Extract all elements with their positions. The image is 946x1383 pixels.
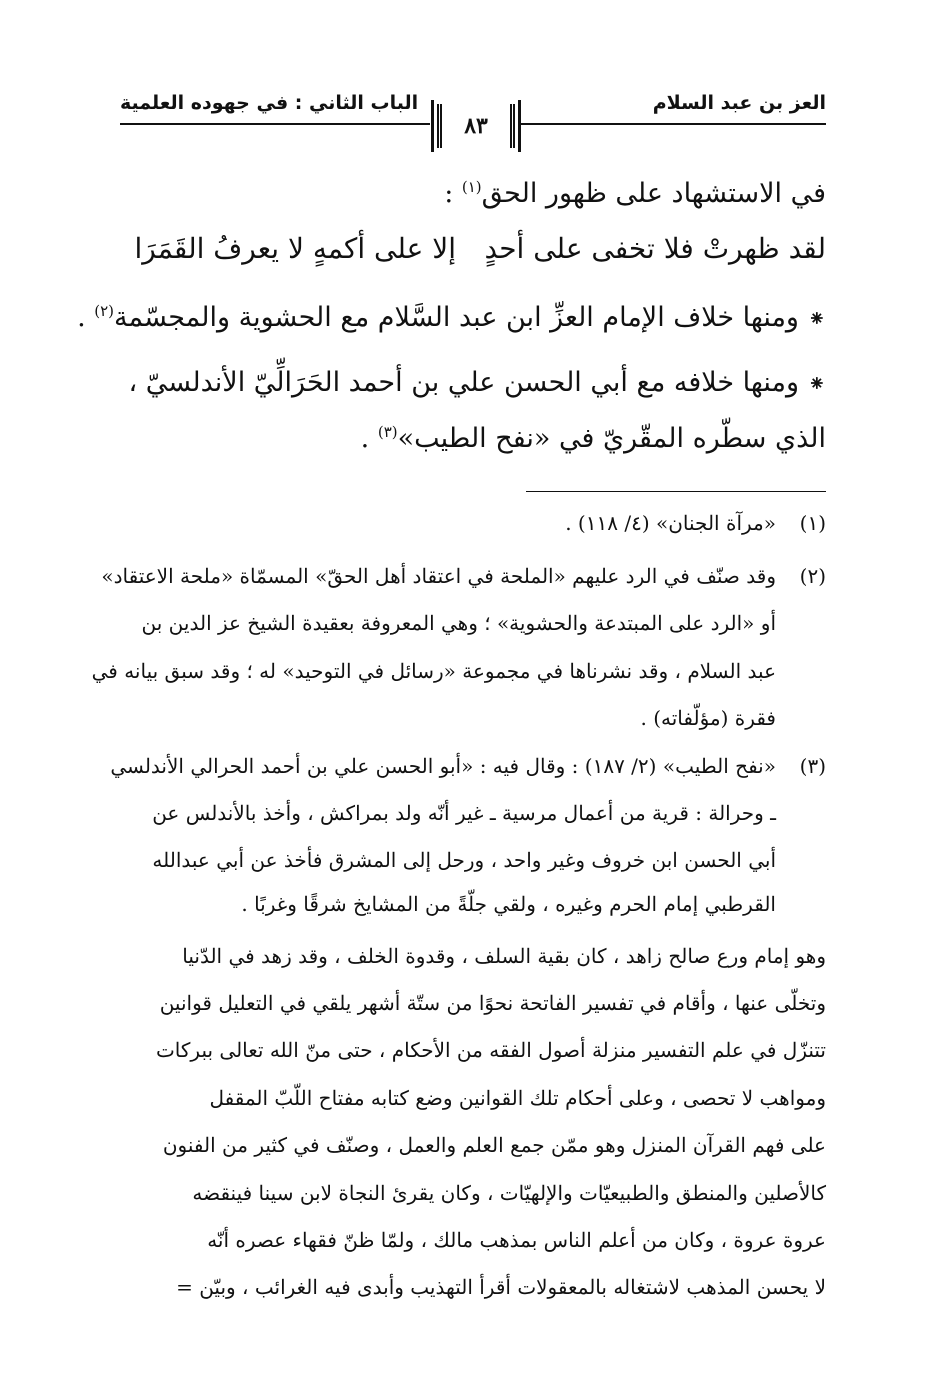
footnote-3-line: أبي الحسن ابن خروف وغير واحد ، ورحل إلى المشرق فأخذ عن أبي عبدالله <box>152 848 776 872</box>
footnote-ref-1: (١) <box>461 178 482 196</box>
bullet1-end: . <box>77 302 95 333</box>
intro-colon: : <box>444 178 462 209</box>
header-rule-right <box>521 123 826 125</box>
footnote-1-text: «مرآة الجنان» (٤/ ١١٨) . <box>565 511 776 535</box>
footnote-continuation-line: ومواهب لا تحصى ، وعلى أحكام تلك القوانين وضع كتابه مفتاح اللّبّ المقفل <box>209 1086 826 1110</box>
intro-line <box>444 178 826 209</box>
footnote-2-number: (٢) <box>799 564 826 588</box>
page-number: ٨٣ <box>464 113 488 139</box>
footnote-3-number: (٣) <box>799 754 826 778</box>
footnote-3-line: «نفح الطيب» (٢/ ١٨٧) : وقال فيه : «أبو الحسن علي بن أحمد الحرالي الأندلسي <box>110 754 776 778</box>
footnote-continuation-line: كالأصلين والمنطق والطبيعيّات والإلهيّات ، وكان يقرئ النجاة لابن سينا فينقضه <box>192 1181 826 1205</box>
bullet2-end: . <box>360 423 378 454</box>
footnote-2-line: وقد صنّف في الرد عليهم «الملحة في اعتقاد أهل الحقّ» المسمّاة «ملحة الاعتقاد» <box>101 564 776 588</box>
verse-second-hemistich: إلا على أكمهٍ لا يعرفُ القَمَرَا <box>134 232 456 265</box>
bullet1-text: ومنها خلاف الإمام العزِّ ابن عبد السَّلام مع الحشوية والمجسّمة <box>114 302 808 333</box>
footnote-ref-3: (٣) <box>377 423 398 441</box>
footnote-2-line: أو «الرد على المبتدعة والحشوية» ؛ وهي المعروفة بعقيدة الشيخ عز الدين بن <box>141 611 776 635</box>
footnote-2-line: عبد السلام ، وقد نشرناها في مجموعة «رسائل في التوحيد» له ؛ وقد سبق بيانه في <box>91 659 776 683</box>
asterism-icon: ⁕ <box>807 372 826 397</box>
verse-first-hemistich: لقد ظهرتْ فلا تخفى على أحدٍ <box>484 232 826 265</box>
intro-text: في الاستشهاد على ظهور الحق <box>481 178 826 209</box>
bullet-paragraph-2-line-1 <box>129 367 827 398</box>
footnote-ref-2: (٢) <box>94 302 115 320</box>
footnote-continuation-line: لا يحسن المذهب لاشتغاله بالمعقولات أقرأ التهذيب وأبدى فيه الغرائب ، وبيّن = <box>176 1275 826 1299</box>
footnote-3-line: القرطبي إمام الحرم وغيره ، ولقي جلّةً من المشايخ شرقًا وغربًا . <box>241 892 776 916</box>
running-head-author: العز بن عبد السلام <box>652 92 826 114</box>
footnote-continuation-line: تتنزّل في علم التفسير منزلة أصول الفقه من الأحكام ، حتى منّ الله تعالى ببركات <box>155 1038 826 1062</box>
footnote-continuation-line: وهو إمام ورع صالح زاهد ، كان بقية السلف ، وقدوة الخلف ، وقد زهد في الدّنيا <box>182 944 826 968</box>
footnote-3-line: ـ وحرالة : قرية من أعمال مرسية ـ غير أنّه ولد بمراكش ، وأخذ بالأندلس عن <box>152 801 776 825</box>
bullet-paragraph-1 <box>77 302 826 333</box>
bullet-paragraph-2-line-2 <box>361 423 826 454</box>
footnote-continuation-line: على فهم القرآن المنزل وهو ممّن جمع العلم والعمل ، وصنّف في كثير من الفنون <box>162 1133 826 1157</box>
bullet2-text-2: الذي سطّره المقّريّ في «نفح الطيب» <box>397 423 826 454</box>
bullet2-text-1: ومنها خلافه مع أبي الحسن علي بن أحمد الحَرَالِّيّ الأندلسيّ ، <box>128 367 808 398</box>
footnote-continuation-line: وتخلّى عنها ، وأقام في تفسير الفاتحة نحوًا من ستّة أشهر يلقي في التعليل قوانين <box>159 991 826 1015</box>
footnote-2-line: فقرة (مؤلّفاته) . <box>640 706 776 730</box>
asterism-icon: ⁕ <box>807 307 826 332</box>
page-number-box <box>437 104 515 148</box>
running-head-chapter: الباب الثاني : في جهوده العلمية <box>120 92 419 114</box>
footnote-1-number: (١) <box>799 511 826 535</box>
footnote-separator <box>526 491 826 492</box>
header-rule-left <box>120 123 430 125</box>
footnote-continuation-line: عروة عروة ، وكان من أعلم الناس بمذهب مالك ، ولمّا ظنّ فقهاء عصره أنّه <box>207 1228 826 1252</box>
